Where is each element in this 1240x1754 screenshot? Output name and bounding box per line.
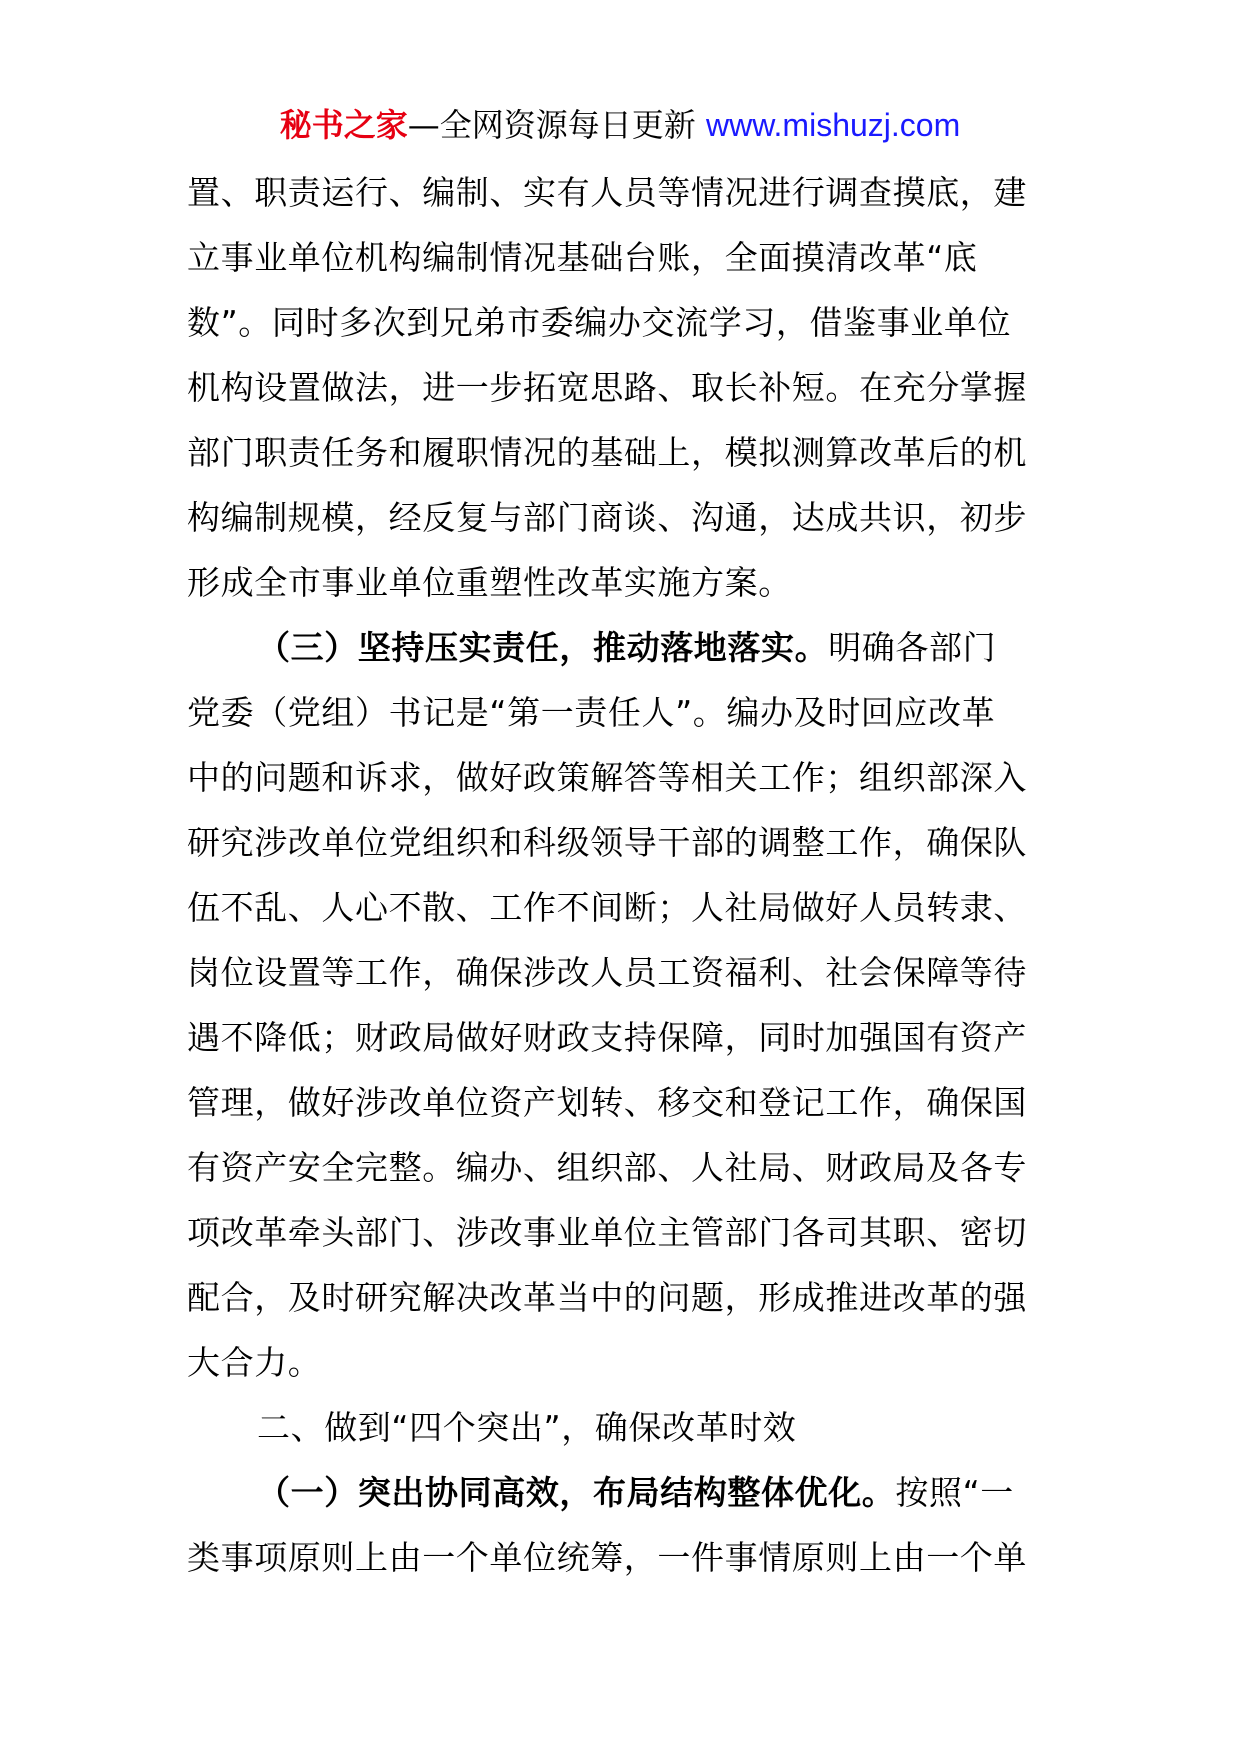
paragraph-lead-heading: （一）突出协同高效，布局结构整体优化。 [257, 1473, 896, 1512]
paragraph-lead-heading: （三）坚持压实责任，推动落地落实。 [257, 628, 829, 667]
section-heading-two [187, 1395, 1027, 1460]
document-body [187, 160, 1027, 1590]
paragraph-text: 置、职责运行、编制、实有人员等情况进行调查摸底，建立事业单位机构编制情况基础台账，全面摸清改革“底数”。同时多次到兄弟市委编办交流学习，借鉴事业单位机构设置做法，进一步拓宽思路、取长补短。在充分掌握部门职责任务和履职情况的基础上，模拟测算改革后的机构编制规模，经反复与部门商谈、沟通，达成共识，初步形成全市事业单位重塑性改革实施方案。 [187, 173, 1027, 602]
brand-name: 秘书之家 [279, 106, 408, 144]
paragraph-text: 明确各部门党委（党组）书记是“第一责任人”。编办及时回应改革中的问题和诉求，做好政策解答等相关工作；组织部深入研究涉改单位党组织和科级领导干部的调整工作，确保队伍不乱、人心不散、工作不间断；人社局做好人员转隶、岗位设置等工作，确保涉改人员工资福利、社会保障等待遇不降低；财政局做好财政支持保障，同时加强国有资产管理，做好涉改单位资产划转、移交和登记工作，确保国有资产安全完整。编办、组织部、人社局、财政局及各专项改革牵头部门、涉改事业单位主管部门各司其职、密切配合，及时研究解决改革当中的问题，形成推进改革的强大合力。 [187, 628, 1027, 1382]
section-heading-text: 二、做到“四个突出”，确保改革时效 [257, 1408, 797, 1447]
page-header [0, 101, 1240, 149]
paragraph-text: 按照“一类事项原则上由一个单位统筹，一件事情原则上由一个单 [187, 1473, 1027, 1577]
header-tagline: —全网资源每日更新 [407, 106, 706, 144]
paragraph-subsection-one [187, 1460, 1027, 1590]
paragraph-continuation [187, 160, 1027, 615]
paragraph-section-three [187, 615, 1027, 1395]
site-url-link[interactable]: www.mishuzj.com [705, 107, 961, 143]
